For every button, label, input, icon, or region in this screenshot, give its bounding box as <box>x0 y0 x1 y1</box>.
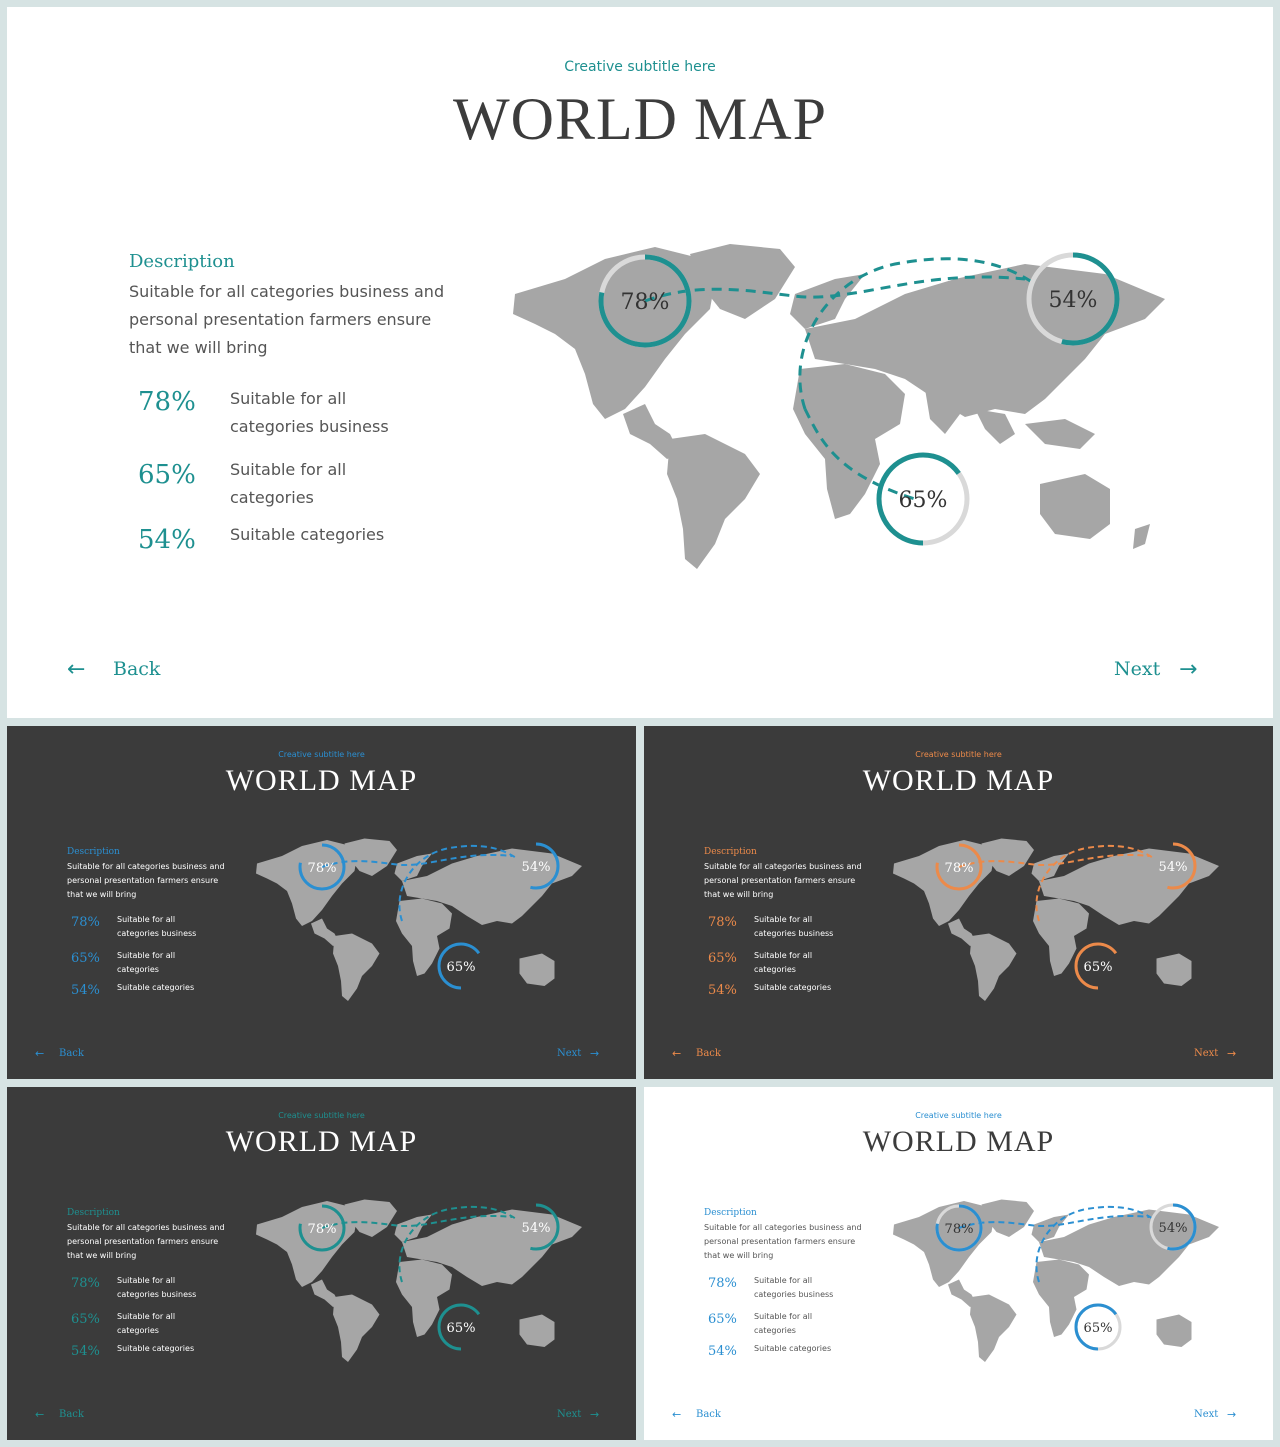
svg-text:54%: 54% <box>1158 860 1188 875</box>
svg-text:78%: 78% <box>307 1222 337 1237</box>
stat-label: categories <box>117 965 159 974</box>
stat-label: categories business <box>754 1290 834 1299</box>
next-arrow-icon[interactable]: → <box>1227 1047 1237 1060</box>
back-arrow-icon[interactable]: ← <box>672 1408 682 1421</box>
description-line: personal presentation farmers ensure <box>67 876 219 885</box>
stat-value: 78% <box>708 915 737 930</box>
stat-value: 54% <box>708 1344 737 1359</box>
subtitle: Creative subtitle here <box>278 750 365 759</box>
description-heading: Description <box>129 251 235 272</box>
back-button[interactable]: Back <box>59 1409 84 1420</box>
back-button[interactable]: Back <box>696 1048 721 1059</box>
stat-label: Suitable for all <box>230 460 347 479</box>
description-line: Suitable for all categories business and <box>67 862 225 871</box>
back-arrow-icon[interactable]: ← <box>672 1047 682 1060</box>
stat-label: categories <box>117 1326 159 1335</box>
stat-label: categories business <box>117 929 197 938</box>
stat-label: categories business <box>117 1290 197 1299</box>
back-arrow-icon[interactable]: ← <box>67 657 86 682</box>
svg-text:65%: 65% <box>446 960 476 975</box>
slide-main <box>7 7 1273 718</box>
description-line: personal presentation farmers ensure <box>67 1237 219 1246</box>
subtitle: Creative subtitle here <box>564 59 716 75</box>
description-heading: Description <box>704 1208 757 1218</box>
stat-label: Suitable for all <box>117 951 176 960</box>
svg-text:78%: 78% <box>944 1222 974 1237</box>
stat-label: Suitable for all <box>754 1276 813 1285</box>
stat-label: Suitable for all <box>117 915 176 924</box>
svg-text:65%: 65% <box>898 488 948 513</box>
stat-value: 65% <box>708 1312 737 1327</box>
description-line: Suitable for all categories business and <box>129 282 445 301</box>
description-heading: Description <box>67 847 120 857</box>
back-button[interactable]: Back <box>113 658 161 680</box>
back-arrow-icon[interactable]: ← <box>35 1047 45 1060</box>
stat-value: 78% <box>71 915 100 930</box>
description-line: that we will bring <box>704 890 774 899</box>
stat-label: Suitable categories <box>754 1344 832 1353</box>
description-heading: Description <box>67 1208 120 1218</box>
back-button[interactable]: Back <box>696 1409 721 1420</box>
svg-text:54%: 54% <box>1048 288 1098 313</box>
stat-value: 65% <box>708 951 737 966</box>
stat-value: 54% <box>71 1344 100 1359</box>
slide-thumb-light-blue[interactable] <box>644 1087 1273 1440</box>
stat-value: 65% <box>71 1312 100 1327</box>
description-line: Suitable for all categories business and <box>67 1223 225 1232</box>
description-line: that we will bring <box>129 338 268 357</box>
description-line: Suitable for all categories business and <box>704 862 862 871</box>
svg-text:65%: 65% <box>446 1321 476 1336</box>
stat-value: 78% <box>138 387 196 417</box>
stat-label: Suitable for all <box>754 915 813 924</box>
next-button[interactable]: Next <box>1194 1048 1219 1059</box>
stat-label: categories business <box>230 417 389 436</box>
subtitle: Creative subtitle here <box>915 750 1002 759</box>
world-map <box>505 239 1175 579</box>
stat-label: Suitable for all <box>754 951 813 960</box>
slide-thumb-dark-blue[interactable] <box>7 726 636 1079</box>
back-arrow-icon[interactable]: ← <box>35 1408 45 1421</box>
svg-text:78%: 78% <box>307 861 337 876</box>
description-heading: Description <box>704 847 757 857</box>
stat-label: Suitable for all <box>754 1312 813 1321</box>
next-button[interactable]: Next <box>1114 658 1161 680</box>
world-map <box>252 836 587 1006</box>
stat-value: 54% <box>138 525 196 555</box>
stat-label: Suitable for all <box>117 1312 176 1321</box>
stat-label: categories <box>230 488 314 507</box>
description-line: Suitable for all categories business and <box>704 1223 862 1232</box>
marker-africa <box>879 455 967 543</box>
stat-label: Suitable categories <box>754 983 832 992</box>
page-title: WORLD MAP <box>225 1125 418 1158</box>
next-arrow-icon[interactable]: → <box>590 1047 600 1060</box>
description-line: personal presentation farmers ensure <box>704 1237 856 1246</box>
page-title: WORLD MAP <box>862 1125 1055 1158</box>
next-button[interactable]: Next <box>1194 1409 1219 1420</box>
stat-label: categories business <box>754 929 834 938</box>
world-map <box>889 836 1224 1006</box>
world-map <box>889 1197 1224 1367</box>
subtitle: Creative subtitle here <box>915 1111 1002 1120</box>
next-button[interactable]: Next <box>557 1409 582 1420</box>
stat-label: Suitable categories <box>230 525 385 544</box>
stat-label: categories <box>754 965 796 974</box>
svg-text:78%: 78% <box>620 290 670 315</box>
stat-value: 54% <box>708 983 737 998</box>
svg-text:54%: 54% <box>521 1221 551 1236</box>
slide-thumb-dark-teal[interactable] <box>7 1087 636 1440</box>
stat-value: 54% <box>71 983 100 998</box>
stat-label: Suitable categories <box>117 1344 195 1353</box>
description-line: that we will bring <box>67 1251 137 1260</box>
description-line: personal presentation farmers ensure <box>704 876 856 885</box>
svg-text:54%: 54% <box>521 860 551 875</box>
stat-label: Suitable categories <box>117 983 195 992</box>
stat-value: 78% <box>708 1276 737 1291</box>
svg-text:54%: 54% <box>1158 1221 1188 1236</box>
page-title: WORLD MAP <box>225 764 418 797</box>
stat-label: Suitable for all <box>117 1276 176 1285</box>
slide-thumb-dark-orange[interactable] <box>644 726 1273 1079</box>
svg-text:78%: 78% <box>944 861 974 876</box>
subtitle: Creative subtitle here <box>278 1111 365 1120</box>
svg-text:65%: 65% <box>1083 960 1113 975</box>
description-line: that we will bring <box>67 890 137 899</box>
world-map <box>252 1197 587 1367</box>
stat-value: 65% <box>71 951 100 966</box>
next-arrow-icon[interactable]: → <box>1179 657 1198 682</box>
stat-value: 65% <box>138 460 196 490</box>
page-title: WORLD MAP <box>452 86 827 152</box>
stat-label: Suitable for all <box>230 389 347 408</box>
svg-text:65%: 65% <box>1083 1321 1113 1336</box>
page-title: WORLD MAP <box>862 764 1055 797</box>
description-line: that we will bring <box>704 1251 774 1260</box>
back-button[interactable]: Back <box>59 1048 84 1059</box>
description-line: personal presentation farmers ensure <box>129 310 432 329</box>
stat-value: 78% <box>71 1276 100 1291</box>
stat-label: categories <box>754 1326 796 1335</box>
next-arrow-icon[interactable]: → <box>1227 1408 1237 1421</box>
next-arrow-icon[interactable]: → <box>590 1408 600 1421</box>
next-button[interactable]: Next <box>557 1048 582 1059</box>
